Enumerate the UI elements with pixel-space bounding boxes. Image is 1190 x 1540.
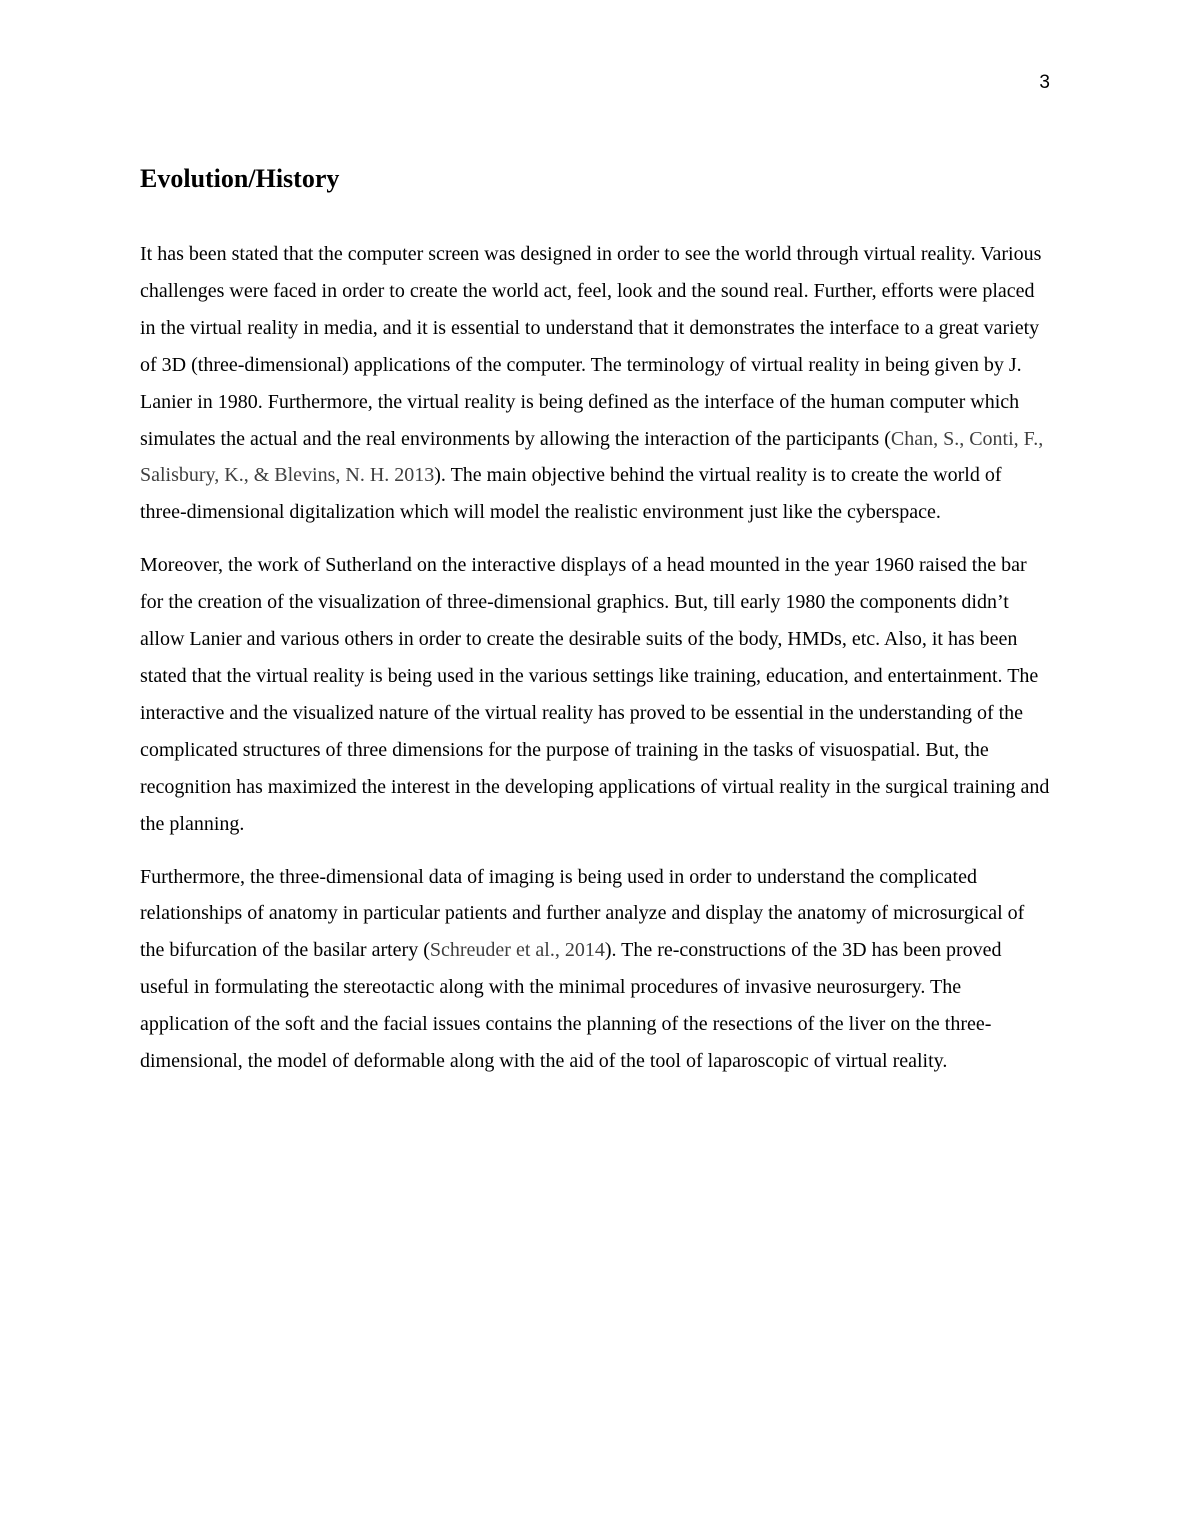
body-text (140, 236, 1050, 1096)
paragraph-3-text-after: ). The re-constructions of the 3D has been proved useful in formulating the stereotactic along with the minimal procedures of invasive neurosurgery. The application of the soft and the facial issues contains the planning of the resections of the liver on the three-dimensional, the model of deformable along with the aid of the tool of laparoscopic of virtual reality. (140, 939, 1002, 1073)
paragraph-3-text-before: Furthermore, the three-dimensional data of imaging is being used in order to understand the complicated relationships of anatomy in particular patients and further analyze and display the anatomy of microsurgical of the bifurcation of the basilar artery ( (140, 865, 1025, 962)
paragraph-1-text-after: ). The main objective behind the virtual reality is to create the world of three-dimensional digitalization which will model the realistic environment just like the cyberspace. (140, 464, 1002, 524)
section-heading: Evolution/History (140, 164, 340, 193)
paragraph-3 (140, 859, 1050, 1080)
paragraph-1-text-before: It has been stated that the computer screen was designed in order to see the world through virtual reality. Various challenges were faced in order to create the world act, feel, look and the sound real. Further, efforts were placed in the virtual reality in media, and it is essential to understand that it demonstrates the interface to a great variety of 3D (three-dimensional) applications of the computer. The terminology of virtual reality in being given by J. Lanier in 1980. Furthermore, the virtual reality is being defined as the interface of the human computer which simulates the actual and the real environments by allowing the interaction of the participants ( (140, 243, 1042, 450)
paragraph-1 (140, 236, 1050, 531)
paragraph-2: Moreover, the work of Sutherland on the interactive displays of a head mounted in the year 1960 raised the bar for the creation of the visualization of three-dimensional graphics. But, till early 1980 the components didn’t allow Lanier and various others in order to create the desirable suits of the body, HMDs, etc. Also, it has been stated that the virtual reality is being used in the various settings like training, education, and entertainment. The interactive and the visualized nature of the virtual reality has proved to be essential in the understanding of the complicated structures of three dimensions for the purpose of training in the tasks of visuospatial. But, the recognition has maximized the interest in the developing applications of virtual reality in the surgical training and the planning. (140, 554, 1050, 835)
page-number: 3 (1039, 72, 1050, 93)
citation-chan-2013: Chan, S., Conti, F., Salisbury, K., & Blevins, N. H. 2013 (140, 427, 1044, 487)
citation-schreuder-2014: Schreuder et al., 2014 (429, 939, 605, 962)
